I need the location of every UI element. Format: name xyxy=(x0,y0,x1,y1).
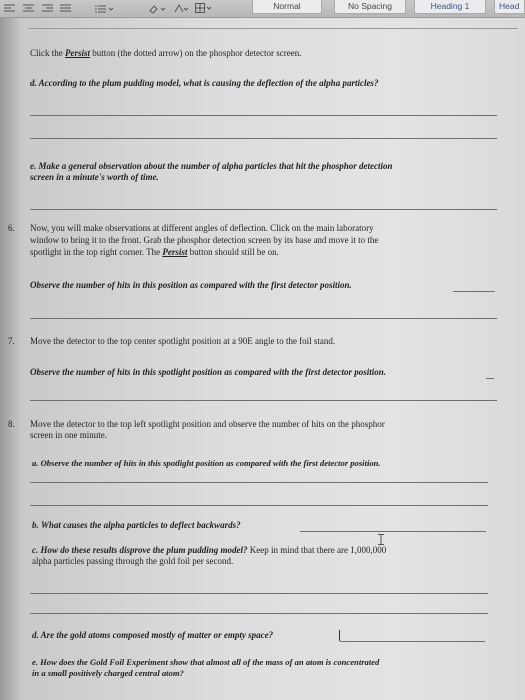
bullet-list-icon[interactable] xyxy=(94,2,116,15)
question-8d: d. Are the gold atoms composed mostly of matter or empty space? xyxy=(32,630,274,640)
style-normal[interactable]: Normal xyxy=(252,0,322,14)
question-5d: d. According to the plum pudding model, what is causing the deflection of the alpha particles? xyxy=(30,78,379,88)
question-8e-line1: e. How does the Gold Foil Experiment show that almost all of the mass of an atom is concentrated xyxy=(32,657,380,667)
question-5e-line2: screen in a minute's worth of time. xyxy=(30,172,159,182)
shading-icon[interactable] xyxy=(172,2,192,15)
answer-line-6-inline[interactable] xyxy=(453,291,495,292)
question-8-number: 8. xyxy=(8,419,15,429)
question-8b: b. What causes the alpha particles to deflect backwards? xyxy=(32,520,241,530)
q6-line3-post: button should still be on. xyxy=(187,247,279,257)
question-6-observe: Observe the number of hits in this position as compared with the first detector position. xyxy=(30,280,352,290)
persist-word-2: Persist xyxy=(162,247,188,257)
q8c-bold: c. How do these results disprove the plum pudding model? xyxy=(32,545,248,555)
answer-line-8a-2[interactable] xyxy=(30,505,488,506)
question-8e-line2: in a small positively charged central atom? xyxy=(32,668,184,678)
persist-word: Persist xyxy=(65,48,91,58)
highlighter-icon[interactable] xyxy=(148,2,170,15)
answer-line-5e[interactable] xyxy=(30,209,497,210)
question-6-line2: window to bring it to the front. Grab the phosphor detection screen by its base and move it to the xyxy=(30,235,379,245)
intro-text-post: button (the dotted arrow) on the phosphor detector screen. xyxy=(90,48,302,58)
question-8-line1: Move the detector to the top left spotlight position and observe the number of hits on the phosphor xyxy=(30,419,385,429)
answer-line-5d-1[interactable] xyxy=(30,115,497,116)
question-6-line3 xyxy=(30,247,279,258)
insertion-caret xyxy=(339,630,340,641)
align-right-icon[interactable] xyxy=(40,2,54,15)
answer-line-8a-1[interactable] xyxy=(30,482,488,483)
q6-line3-pre: spotlight in the top right corner. The xyxy=(30,247,163,257)
text-cursor-icon xyxy=(378,534,384,545)
question-6-number: 6. xyxy=(8,223,15,233)
question-7-observe: Observe the number of hits in this spotlight position as compared with the first detector position. xyxy=(30,367,387,377)
ribbon-toolbar xyxy=(0,0,525,18)
question-7-number: 7. xyxy=(8,336,15,346)
document-page[interactable] xyxy=(0,18,525,700)
align-left-icon[interactable] xyxy=(2,2,16,15)
answer-line-8b[interactable] xyxy=(300,531,486,532)
q8c-rest: Keep in mind that there are 1,000,000 xyxy=(247,545,387,555)
answer-line-5d-2[interactable] xyxy=(30,138,497,139)
question-6-line1: Now, you will make observations at different angles of deflection. Click on the main laboratory xyxy=(30,223,374,233)
page-top-rule xyxy=(28,28,518,29)
question-8-line2: screen in one minute. xyxy=(30,430,107,440)
justify-icon[interactable] xyxy=(58,2,72,15)
style-heading-2[interactable]: Head xyxy=(494,0,525,14)
align-center-icon[interactable] xyxy=(21,2,35,15)
borders-icon[interactable] xyxy=(194,2,214,15)
question-8c-line1 xyxy=(32,545,386,556)
question-7-text: Move the detector to the top center spotlight position at a 90E angle to the foil stand. xyxy=(30,336,336,346)
answer-line-7-inline[interactable] xyxy=(486,378,494,379)
style-heading-1[interactable]: Heading 1 xyxy=(414,0,486,14)
answer-line-8c-2[interactable] xyxy=(30,613,488,614)
answer-line-6[interactable] xyxy=(30,318,497,319)
question-8a: a. Observe the number of hits in this spotlight position as compared with the first detector position. xyxy=(32,458,381,468)
answer-line-7[interactable] xyxy=(30,400,497,401)
answer-line-8c-1[interactable] xyxy=(30,593,488,594)
answer-line-8d[interactable] xyxy=(340,641,485,642)
question-8c-line2: alpha particles passing through the gold foil per second. xyxy=(32,556,234,566)
question-5e-line1: e. Make a general observation about the number of alpha particles that hit the phosphor detection xyxy=(30,161,393,171)
intro-text-pre: Click the xyxy=(30,48,65,58)
style-no-spacing[interactable]: No Spacing xyxy=(334,0,406,14)
intro-line xyxy=(30,48,301,59)
